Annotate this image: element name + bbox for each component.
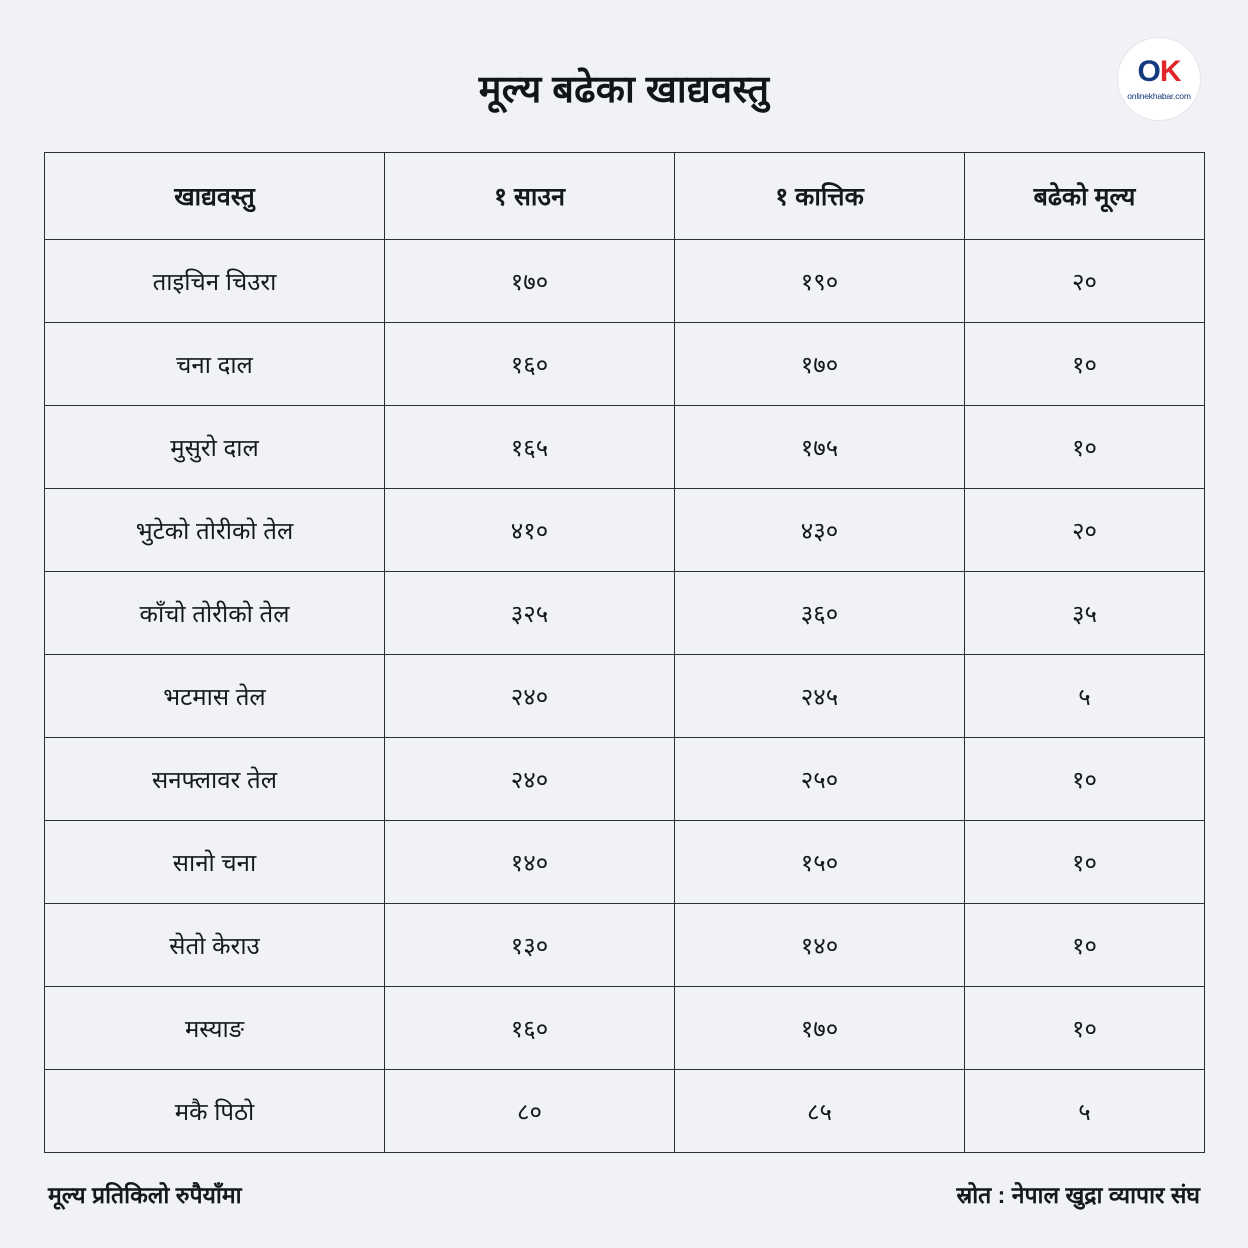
cell-item: ताइचिन चिउरा: [45, 240, 385, 323]
column-header-saun: १ साउन: [385, 153, 675, 240]
cell-saun: १७०: [385, 240, 675, 323]
column-header-increase: बढेको मूल्य: [965, 153, 1205, 240]
table-row: [45, 738, 1205, 821]
cell-kartik: १७०: [675, 323, 965, 406]
cell-increase: १०: [965, 323, 1205, 406]
cell-item: सानो चना: [45, 821, 385, 904]
table-row: [45, 489, 1205, 572]
cell-increase: २०: [965, 240, 1205, 323]
logo-mark-k: K: [1159, 55, 1181, 88]
cell-saun: १६५: [385, 406, 675, 489]
table-body: [45, 240, 1205, 1153]
cell-kartik: ३६०: [675, 572, 965, 655]
cell-item: काँचो तोरीको तेल: [45, 572, 385, 655]
logo-mark: [1137, 57, 1180, 87]
cell-saun: २४०: [385, 738, 675, 821]
cell-item: मुसुरो दाल: [45, 406, 385, 489]
cell-item: सेतो केराउ: [45, 904, 385, 987]
cell-item: मस्याङ: [45, 987, 385, 1070]
cell-saun: १४०: [385, 821, 675, 904]
cell-kartik: १९०: [675, 240, 965, 323]
cell-item: भुटेको तोरीको तेल: [45, 489, 385, 572]
cell-increase: १०: [965, 738, 1205, 821]
cell-kartik: ८५: [675, 1070, 965, 1153]
onlinekhabar-logo: [1118, 38, 1200, 120]
cell-kartik: ४३०: [675, 489, 965, 572]
cell-kartik: १७५: [675, 406, 965, 489]
cell-item: सनफ्लावर तेल: [45, 738, 385, 821]
cell-increase: १०: [965, 987, 1205, 1070]
price-table-container: [44, 152, 1204, 1153]
cell-kartik: १४०: [675, 904, 965, 987]
price-table: [44, 152, 1205, 1153]
cell-item: मकै पिठो: [45, 1070, 385, 1153]
cell-saun: ४१०: [385, 489, 675, 572]
table-row: [45, 240, 1205, 323]
cell-kartik: २४५: [675, 655, 965, 738]
cell-saun: १६०: [385, 323, 675, 406]
table-row: [45, 655, 1205, 738]
logo-subtitle: onlinekhabar.com: [1127, 91, 1191, 101]
footer-source-note: स्रोत : नेपाल खुद्रा व्यापार संघ: [956, 1182, 1200, 1208]
cell-saun: ३२५: [385, 572, 675, 655]
cell-saun: १३०: [385, 904, 675, 987]
column-header-kartik: १ कात्तिक: [675, 153, 965, 240]
table-header: [45, 153, 1205, 240]
page-title: मूल्य बढेका खाद्यवस्तु: [478, 69, 770, 111]
cell-increase: १०: [965, 406, 1205, 489]
cell-item: चना दाल: [45, 323, 385, 406]
table-row: [45, 323, 1205, 406]
logo-mark-o: O: [1137, 55, 1160, 88]
cell-increase: ५: [965, 655, 1205, 738]
table-row: [45, 821, 1205, 904]
table-header-row: [45, 153, 1205, 240]
cell-increase: १०: [965, 904, 1205, 987]
table-row: [45, 572, 1205, 655]
cell-saun: ८०: [385, 1070, 675, 1153]
table-row: [45, 987, 1205, 1070]
table-row: [45, 1070, 1205, 1153]
cell-increase: २०: [965, 489, 1205, 572]
cell-saun: १६०: [385, 987, 675, 1070]
cell-kartik: २५०: [675, 738, 965, 821]
cell-kartik: १७०: [675, 987, 965, 1070]
table-row: [45, 406, 1205, 489]
cell-increase: ३५: [965, 572, 1205, 655]
cell-increase: १०: [965, 821, 1205, 904]
cell-kartik: १५०: [675, 821, 965, 904]
column-header-item: खाद्यवस्तु: [45, 153, 385, 240]
footer-unit-note: मूल्य प्रतिकिलो रुपैयाँमा: [48, 1182, 242, 1208]
cell-item: भटमास तेल: [45, 655, 385, 738]
cell-increase: ५: [965, 1070, 1205, 1153]
cell-saun: २४०: [385, 655, 675, 738]
table-row: [45, 904, 1205, 987]
